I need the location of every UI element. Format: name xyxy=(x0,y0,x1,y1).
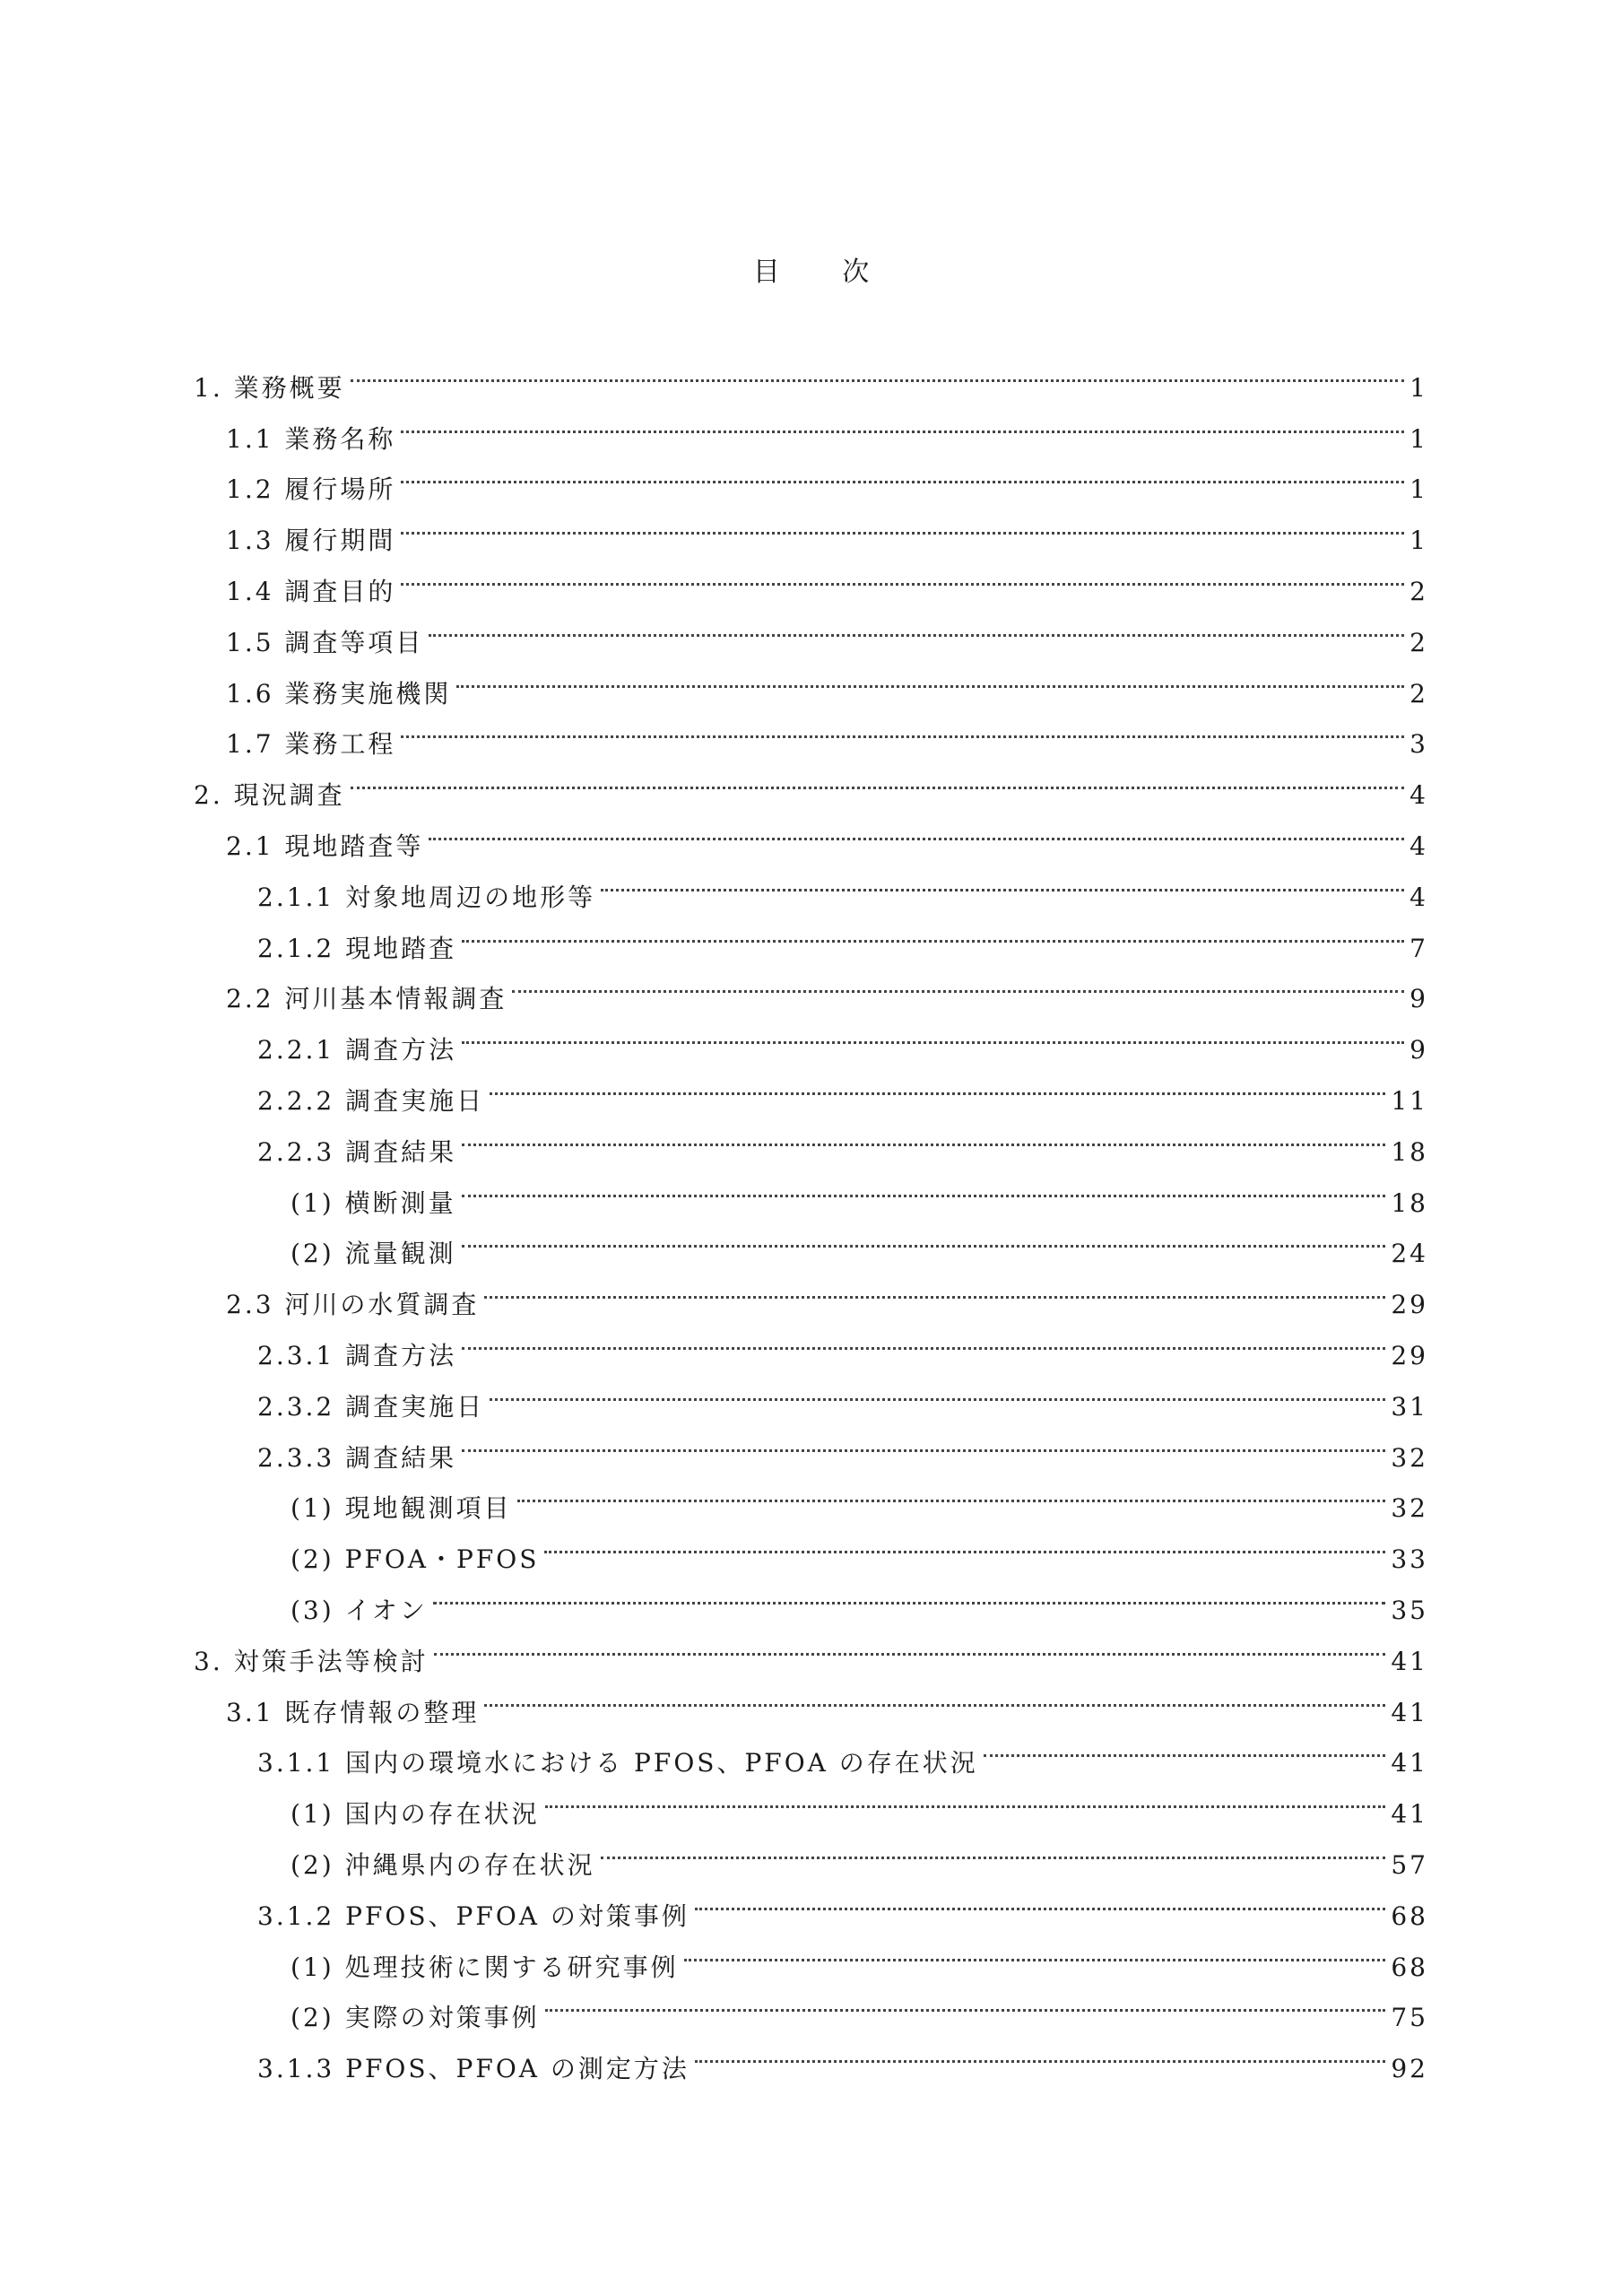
toc-entry-label: 2.2.3 調査結果 xyxy=(257,1136,457,1167)
toc-entry-label: (1) 国内の存在状況 xyxy=(291,1799,540,1830)
dot-leader xyxy=(429,600,1404,651)
toc-entry-label: (2) 実際の対策事例 xyxy=(291,2003,540,2033)
dot-leader xyxy=(462,1109,1385,1161)
toc-entry-page-number: 41 xyxy=(1391,1748,1428,1779)
dot-leader xyxy=(462,1415,1385,1466)
toc-entry[interactable] xyxy=(194,396,1428,454)
dot-leader xyxy=(517,1466,1386,1518)
toc-entry-page-number: 32 xyxy=(1391,1442,1428,1473)
dot-leader xyxy=(984,1721,1386,1772)
toc-entry-page-number: 4 xyxy=(1409,780,1428,811)
dot-leader xyxy=(401,549,1404,600)
toc-entry-label: 2.1.2 現地踏査 xyxy=(257,933,457,963)
toc-entry-label: 2.3.1 調査方法 xyxy=(257,1340,457,1370)
toc-entry-page-number: 1 xyxy=(1409,526,1428,556)
toc-entry[interactable] xyxy=(194,804,1428,861)
table-of-contents xyxy=(194,345,1428,2084)
toc-entry-page-number: 31 xyxy=(1391,1391,1428,1422)
dot-leader xyxy=(462,1007,1404,1058)
dot-leader xyxy=(401,498,1404,549)
toc-entry-label: (2) 沖縄県内の存在状況 xyxy=(291,1849,595,1880)
dot-leader xyxy=(601,1822,1386,1874)
toc-entry-label: 2.3 河川の水質調査 xyxy=(226,1290,480,1320)
dot-leader xyxy=(401,448,1404,499)
toc-entry-label: 2.3.2 調査実施日 xyxy=(257,1391,485,1422)
dot-leader xyxy=(484,1670,1385,1721)
toc-entry-page-number: 32 xyxy=(1391,1493,1428,1524)
toc-entry-label: 2.3.3 調査結果 xyxy=(257,1442,457,1473)
dot-leader xyxy=(351,345,1405,396)
dot-leader xyxy=(484,1262,1385,1313)
toc-entry[interactable] xyxy=(194,345,1428,403)
dot-leader xyxy=(462,906,1404,957)
toc-entry-label: 1.4 調査目的 xyxy=(226,576,396,606)
toc-entry-label: (1) 処理技術に関する研究事例 xyxy=(291,1952,679,1982)
dot-leader xyxy=(684,1925,1386,1976)
toc-entry-label: 1.6 業務実施機関 xyxy=(226,678,452,709)
toc-entry-page-number: 41 xyxy=(1391,1697,1428,1727)
toc-entry-page-number: 4 xyxy=(1409,882,1428,912)
toc-entry-page-number: 9 xyxy=(1409,1035,1428,1065)
toc-entry-page-number: 18 xyxy=(1391,1136,1428,1167)
toc-entry-label: 1. 業務概要 xyxy=(194,372,345,403)
toc-entry-page-number: 3 xyxy=(1409,729,1428,760)
toc-entry-label: 3. 対策手法等検討 xyxy=(194,1646,429,1676)
toc-entry-page-number: 92 xyxy=(1391,2054,1428,2084)
toc-entry-page-number: 1 xyxy=(1409,474,1428,505)
toc-entry-label: 3.1.1 国内の環境水における PFOS、PFOA の存在状況 xyxy=(257,1748,978,1779)
toc-entry-page-number: 2 xyxy=(1409,678,1428,709)
dot-leader xyxy=(544,1517,1385,1568)
toc-entry-page-number: 18 xyxy=(1391,1187,1428,1218)
toc-entry-label: 3.1 既存情報の整理 xyxy=(226,1697,480,1727)
toc-entry-page-number: 1 xyxy=(1409,423,1428,454)
toc-entry-page-number: 9 xyxy=(1409,984,1428,1014)
toc-entry-label: (1) 横断測量 xyxy=(291,1187,456,1218)
toc-entry-label: 1.5 調査等項目 xyxy=(226,627,424,657)
toc-entry-label: (2) 流量観測 xyxy=(291,1239,456,1269)
dot-leader xyxy=(545,1976,1386,2027)
toc-entry-label: 1.2 履行場所 xyxy=(226,474,396,505)
toc-entry-label: 2.1 現地踏査等 xyxy=(226,831,424,861)
toc-entry-page-number: 35 xyxy=(1391,1595,1428,1625)
toc-entry-label: 2.2 河川基本情報調査 xyxy=(226,984,507,1014)
dot-leader xyxy=(429,804,1404,855)
toc-entry[interactable] xyxy=(194,752,1428,811)
dot-leader xyxy=(462,1212,1386,1263)
dot-leader xyxy=(401,396,1404,448)
toc-entry-label: (2) PFOA・PFOS xyxy=(291,1544,540,1575)
toc-entry-label: (3) イオン xyxy=(291,1595,428,1625)
dot-leader xyxy=(601,855,1404,906)
dot-leader xyxy=(456,651,1404,702)
toc-entry-page-number: 57 xyxy=(1391,1849,1428,1880)
toc-entry-label: 2.1.1 対象地周辺の地形等 xyxy=(257,882,596,912)
toc-entry-page-number: 1 xyxy=(1409,372,1428,403)
dot-leader xyxy=(695,2026,1385,2077)
toc-entry-label: 1.1 業務名称 xyxy=(226,423,396,454)
toc-title: 目 次 xyxy=(752,257,897,288)
dot-leader xyxy=(512,957,1404,1008)
dot-leader xyxy=(434,1619,1386,1670)
dot-leader xyxy=(490,1364,1385,1415)
toc-entry-page-number: 29 xyxy=(1391,1340,1428,1370)
toc-entry-page-number: 75 xyxy=(1391,2003,1428,2033)
toc-entry-page-number: 7 xyxy=(1409,933,1428,963)
toc-entry-label: 3.1.3 PFOS、PFOA の測定方法 xyxy=(257,2054,690,2084)
dot-leader xyxy=(401,702,1404,753)
toc-entry-page-number: 68 xyxy=(1391,1952,1428,1982)
toc-entry-label: 3.1.2 PFOS、PFOA の対策事例 xyxy=(257,1900,690,1931)
toc-entry-label: 2. 現況調査 xyxy=(194,780,345,811)
toc-entry-label: 2.2.1 調査方法 xyxy=(257,1035,457,1065)
toc-entry-page-number: 24 xyxy=(1391,1239,1428,1269)
dot-leader xyxy=(462,1161,1386,1212)
toc-entry-page-number: 4 xyxy=(1409,831,1428,861)
toc-entry-page-number: 2 xyxy=(1409,576,1428,606)
toc-entry-page-number: 68 xyxy=(1391,1900,1428,1931)
toc-entry-page-number: 11 xyxy=(1391,1085,1428,1116)
toc-entry-label: 2.2.2 調査実施日 xyxy=(257,1085,485,1116)
dot-leader xyxy=(695,1874,1385,1925)
toc-entry-label: 1.7 業務工程 xyxy=(226,729,396,760)
dot-leader xyxy=(351,752,1405,804)
toc-entry-page-number: 29 xyxy=(1391,1290,1428,1320)
toc-entry-page-number: 2 xyxy=(1409,627,1428,657)
toc-entry-page-number: 33 xyxy=(1391,1544,1428,1575)
dot-leader xyxy=(462,1313,1385,1364)
toc-entry-label: 1.3 履行期間 xyxy=(226,526,396,556)
dot-leader xyxy=(433,1568,1386,1619)
dot-leader xyxy=(545,1771,1386,1822)
toc-entry-page-number: 41 xyxy=(1391,1799,1428,1830)
dot-leader xyxy=(490,1058,1385,1109)
toc-entry-page-number: 41 xyxy=(1391,1646,1428,1676)
toc-entry-label: (1) 現地観測項目 xyxy=(291,1493,512,1524)
